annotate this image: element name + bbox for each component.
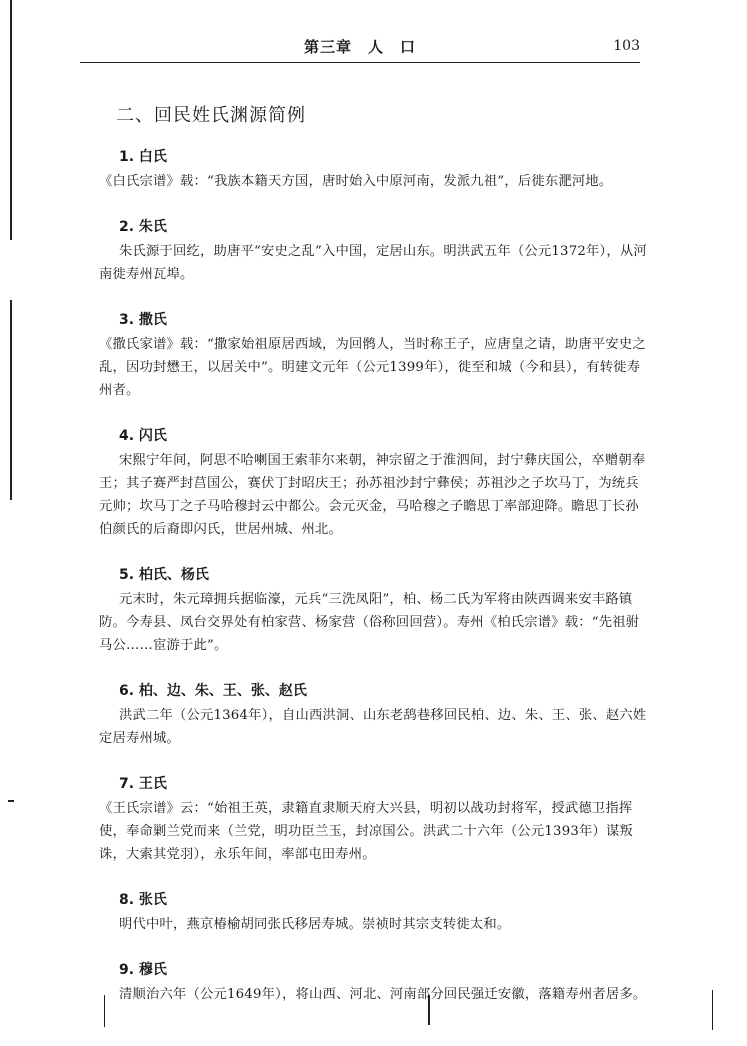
entry-body: 宋熙宁年间，阿思不哈喇国王索菲尔来朝，神宗留之于淮泗间，封宁彝庆国公，卒赠朝奉王；其子赛严封莒国公，赛伏丁封昭庆王；孙苏祖沙封宁彝侯；苏祖沙之子坎马丁，为统兵元帅；坎马丁之子马哈穆封云中都公。会元灭金，马哈穆之子瞻思丁率部迎降。瞻思丁长孙伯颜氏的后裔即闪氏，世居州城、州北。 <box>99 453 646 537</box>
entry-body: 清顺治六年（公元1649年），将山西、河北、河南部分回民强迁安徽，落籍寿州者居多。 <box>119 987 647 1002</box>
entry-shan <box>99 423 647 541</box>
entry-body: 明代中叶，燕京椿榆胡同张氏移居寿城。崇祯时其宗支转徙太和。 <box>119 917 511 932</box>
entry-mu <box>99 957 647 1006</box>
section-title: 二、回民姓氏渊源简例 <box>116 105 306 126</box>
entry-bai-yang <box>99 562 647 657</box>
chapter-title: 第三章 人 口 <box>303 38 416 56</box>
entry-zhu <box>99 214 647 286</box>
entry-body: 洪武二年（公元1364年），自山西洪洞、山东老鸹巷移回民柏、边、朱、王、张、赵六姓定居寿州城。 <box>99 708 647 746</box>
entry-heading: 1. 白氏 <box>119 149 167 165</box>
scan-edge-line <box>8 800 14 802</box>
entry-heading: 7. 王氏 <box>119 776 167 792</box>
entry-six-surnames <box>99 678 647 750</box>
entry-heading: 5. 柏氏、杨氏 <box>119 567 209 583</box>
entry-body: 元末时，朱元璋拥兵据临濠，元兵“三洗凤阳”，柏、杨二氏为军将由陕西调来安丰路镇防。今寿县、凤台交界处有柏家营、杨家营（俗称回回营）。寿州《柏氏宗谱》载：“先祖驸马公……宦游于此”。 <box>99 592 640 653</box>
entry-heading: 6. 柏、边、朱、王、张、赵氏 <box>119 683 307 699</box>
entry-zhang <box>99 887 647 936</box>
entry-wang <box>99 771 647 866</box>
entry-body: 《白氏宗谱》载：“我族本籍天方国，唐时始入中原河南，发派九祖”，后徙东淝河地。 <box>99 174 613 189</box>
page-header <box>80 34 640 63</box>
entry-sa <box>99 307 647 402</box>
entry-heading: 4. 闪氏 <box>119 428 167 444</box>
scan-edge-line <box>10 0 12 240</box>
entry-body: 朱氏源于回纥，助唐平“安史之乱”入中国，定居山东。明洪武五年（公元1372年），从河南徙寿州瓦埠。 <box>99 244 647 282</box>
entry-body: 《王氏宗谱》云：“始祖王英，隶籍直隶顺天府大兴县，明初以战功封将军，授武德卫指挥使，奉命剿兰党而来（兰党，明功臣兰玉，封凉国公。洪武二十六年（公元1393年）谋叛诛，大索其党羽），永乐年间，率部屯田寿州。 <box>99 801 634 862</box>
entry-heading: 2. 朱氏 <box>119 219 167 235</box>
entry-heading: 3. 撒氏 <box>119 312 167 328</box>
scan-edge-line <box>10 300 12 500</box>
entry-body: 《撒氏家谱》载：“撒家始祖原居西域，为回鹘人，当时称王子，应唐皇之请，助唐平安史之乱，因功封懋王，以居关中”。明建文元年（公元1399年），徙至和城（今和县），有转徙寿州者。 <box>99 337 646 398</box>
scan-edge-line <box>712 990 713 1030</box>
entry-list <box>99 132 647 1027</box>
page-number: 103 <box>613 38 640 54</box>
entry-bai <box>99 144 647 193</box>
entry-heading: 9. 穆氏 <box>119 962 167 978</box>
entry-heading: 8. 张氏 <box>119 892 167 908</box>
